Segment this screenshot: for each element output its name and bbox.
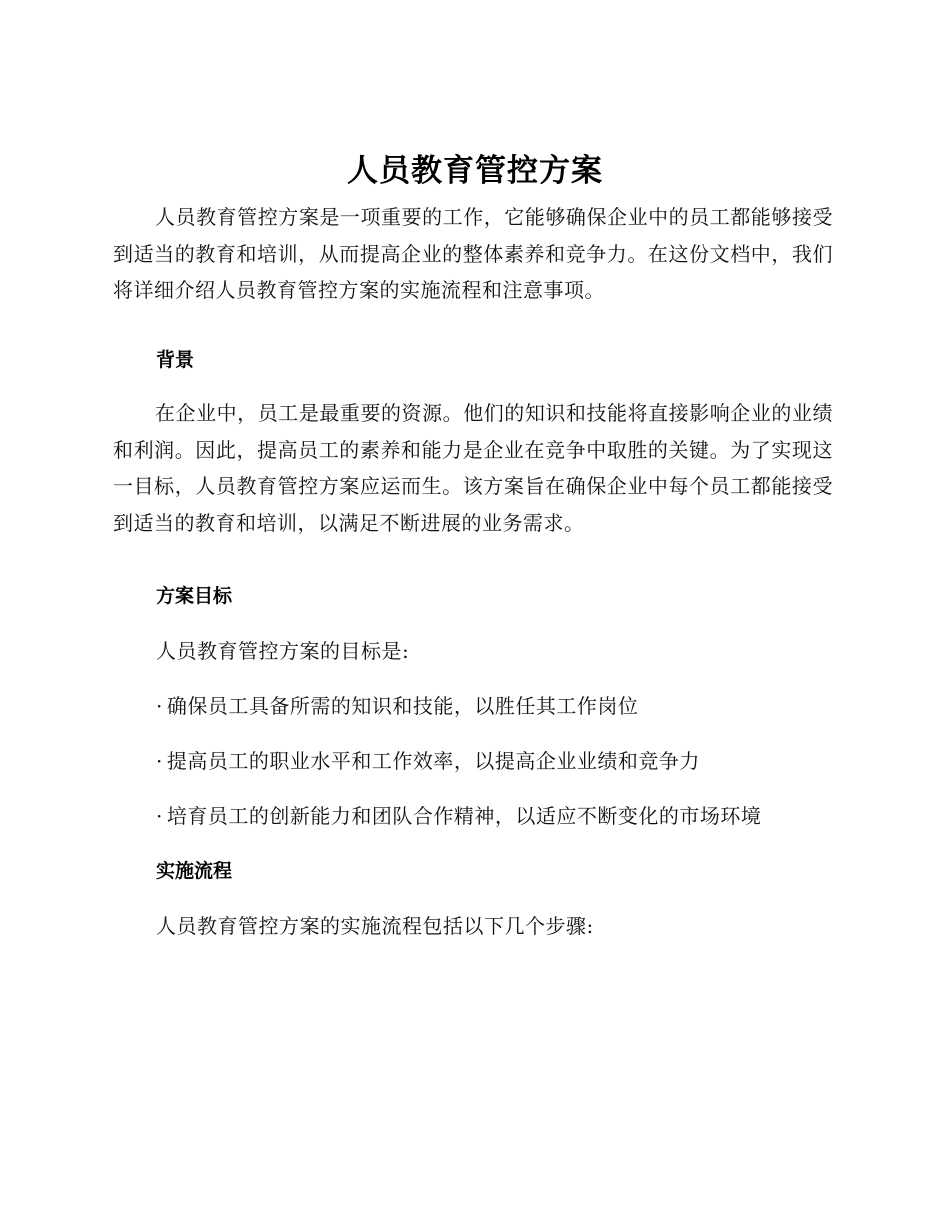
- section-heading-background: 背景: [156, 349, 195, 371]
- bullet-icon: ·: [156, 804, 163, 828]
- bullet-icon: ·: [156, 749, 163, 773]
- document-title: 人员教育管控方案: [347, 153, 603, 189]
- goal-item-text: 培育员工的创新能力和团队合作精神，以适应不断变化的市场环境: [166, 804, 762, 828]
- goal-item-text: 确保员工具备所需的知识和技能，以胜任其工作岗位: [166, 694, 639, 718]
- background-paragraph: 在企业中，员工是最重要的资源。他们的知识和技能将直接影响企业的业绩和利润。因此，提高员工的素养和能力是企业在竞争中取胜的关键。为了实现这一目标，人员教育管控方案应运而生。该方案旨在确保企业中每个员工都能接受到适当的教育和培训，以满足不断进展的业务需求。: [113, 401, 833, 535]
- goal-list-item: [156, 692, 638, 720]
- goals-intro: 人员教育管控方案的目标是:: [156, 639, 410, 663]
- goal-list-item: [156, 802, 761, 830]
- goal-list-item: [156, 747, 700, 775]
- intro-paragraph: 人员教育管控方案是一项重要的工作，它能够确保企业中的员工都能够接受到适当的教育和培训，从而提高企业的整体素养和竞争力。在这份文档中，我们将详细介绍人员教育管控方案的实施流程和注意事项。: [113, 205, 833, 302]
- section-heading-goals: 方案目标: [156, 585, 233, 607]
- process-intro: 人员教育管控方案的实施流程包括以下几个步骤:: [156, 914, 594, 938]
- goal-item-text: 提高员工的职业水平和工作效率，以提高企业业绩和竞争力: [166, 749, 700, 773]
- section-heading-process: 实施流程: [156, 860, 233, 882]
- bullet-icon: ·: [156, 694, 163, 718]
